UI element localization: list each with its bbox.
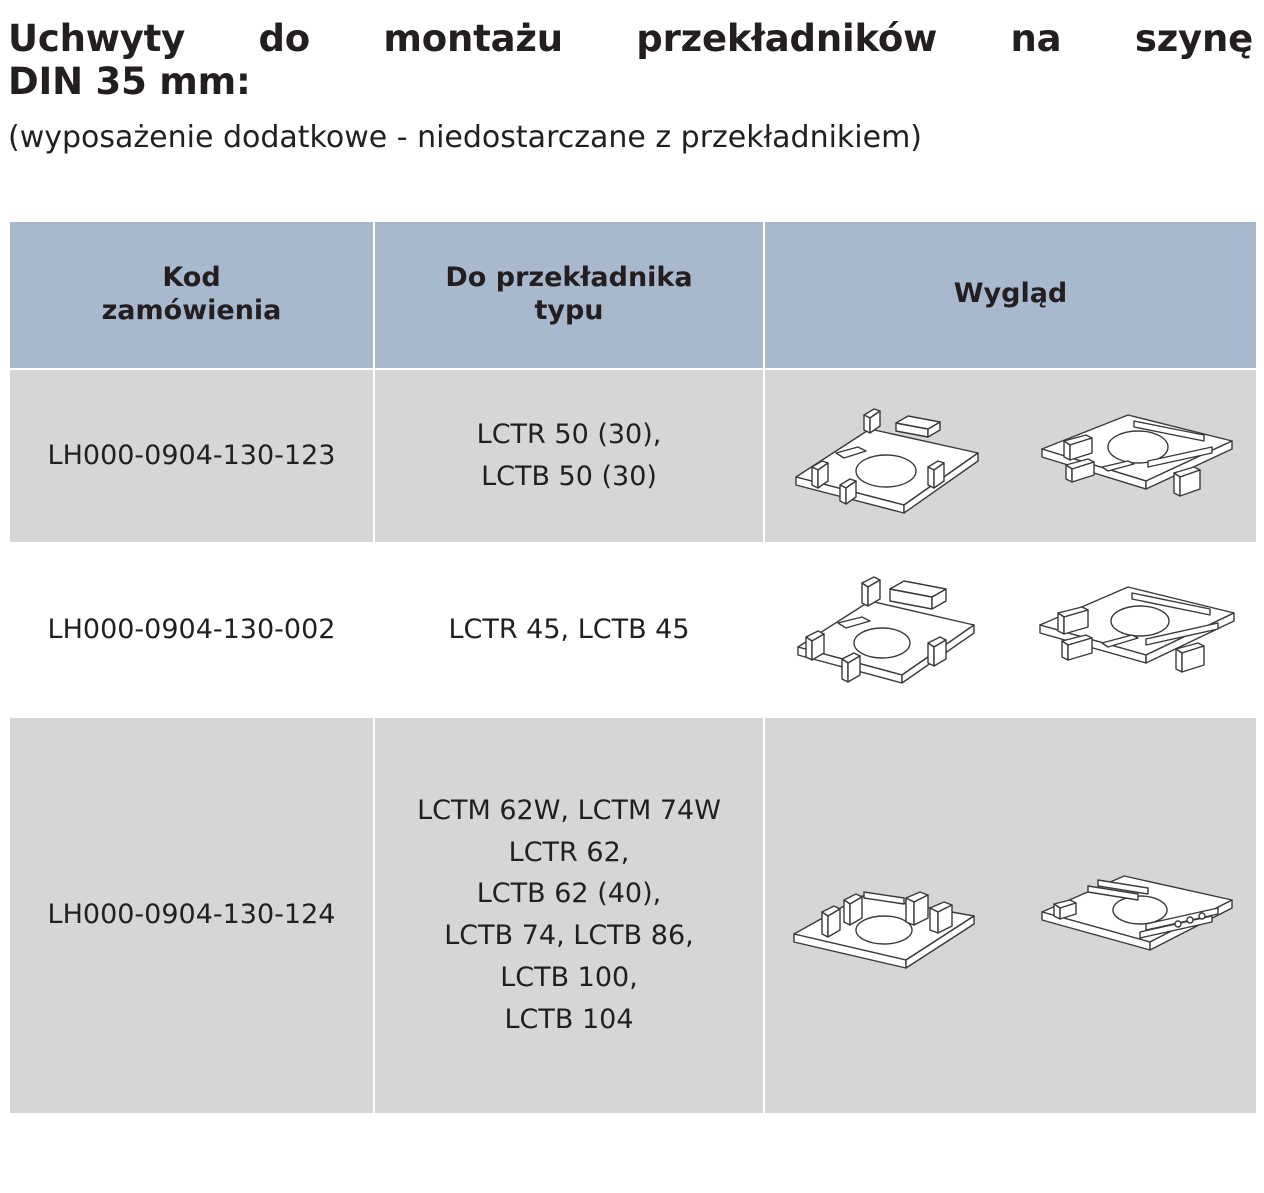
din-rail-clip-45-illustration — [765, 555, 1256, 705]
column-header-type-line-1: Do przekładnika — [445, 261, 693, 293]
clip-45-view-a-icon — [778, 555, 993, 705]
table-row — [9, 717, 1257, 1114]
column-header-code-line-1: Kod — [162, 261, 221, 293]
cell-transformer-type — [374, 717, 764, 1114]
page-title — [8, 18, 1253, 104]
page-subtitle: (wyposażenie dodatkowe - niedostarczane z przekładnikiem) — [8, 119, 923, 155]
clip-50-view-b-icon — [1028, 381, 1243, 531]
table-header-row — [9, 221, 1257, 369]
type-line: LCTR 62, — [508, 836, 630, 868]
cell-order-code: LH000-0904-130-123 — [9, 369, 374, 543]
column-header-type — [374, 221, 764, 369]
cell-order-code: LH000-0904-130-124 — [9, 717, 374, 1114]
column-header-code-line-2: zamówienia — [101, 294, 282, 326]
type-line: LCTB 104 — [504, 1004, 634, 1035]
clip-45-view-b-icon — [1028, 555, 1243, 705]
title-block — [0, 0, 1264, 156]
clip-62-view-b-icon — [1028, 850, 1243, 980]
column-header-type-line-2: typu — [534, 294, 604, 326]
type-line: LCTR 50 (30), — [476, 418, 662, 450]
type-line: LCTB 100, — [500, 962, 638, 994]
table-row — [9, 369, 1257, 543]
page-title-line-1: Uchwyty do montażu przekładników na szynę — [8, 17, 1253, 60]
clip-50-view-a-icon — [778, 381, 993, 531]
din-rail-clip-50-illustration — [765, 381, 1256, 531]
table-header — [9, 221, 1257, 369]
type-line: LCTB 50 (30) — [481, 460, 657, 492]
type-line: LCTR 45, LCTB 45 — [448, 613, 690, 645]
type-line: LCTB 62 (40), — [476, 878, 662, 910]
cell-appearance — [764, 543, 1257, 717]
cell-appearance — [764, 717, 1257, 1114]
parts-table — [8, 220, 1258, 1115]
table-row — [9, 543, 1257, 717]
cell-appearance — [764, 369, 1257, 543]
table-body — [9, 369, 1257, 1114]
din-rail-clip-62-illustration — [765, 850, 1256, 980]
cell-order-code: LH000-0904-130-002 — [9, 543, 374, 717]
type-line: LCTM 62W, LCTM 74W — [417, 794, 721, 826]
type-line: LCTB 74, LCTB 86, — [444, 920, 694, 952]
cell-transformer-type — [374, 543, 764, 717]
column-header-look: Wygląd — [764, 221, 1257, 369]
column-header-code — [9, 221, 374, 369]
cell-transformer-type — [374, 369, 764, 543]
page-title-line-2: DIN 35 mm: — [8, 59, 251, 103]
clip-62-view-a-icon — [778, 850, 993, 980]
